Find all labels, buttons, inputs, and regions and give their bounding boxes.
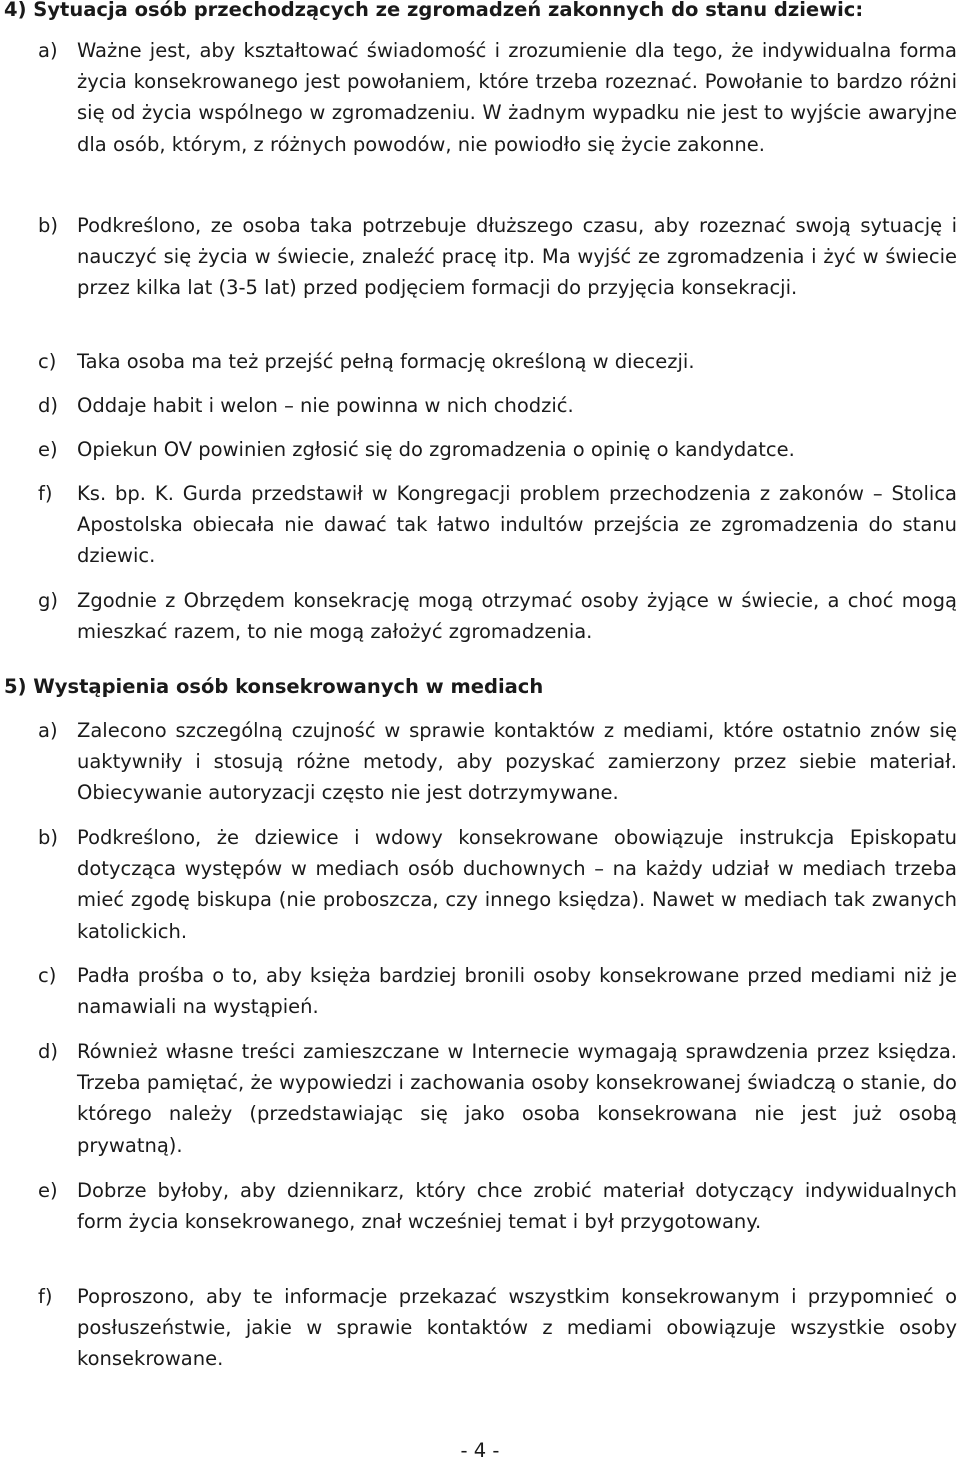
item-text: Padła prośba o to, aby księża bardziej bronili osoby konsekrowane przed mediami niż je namawiali na wystąpień. bbox=[77, 964, 957, 1019]
item-text: Poproszono, aby te informacje przekazać wszystkim konsekrowanym i przypomnieć o posłuszeństwie, jakie w sprawie kontaktów z mediami obowiązuje wszystkie osoby konsekrowane. bbox=[77, 1285, 957, 1371]
item-marker: b) bbox=[38, 826, 58, 849]
item-text: Zgodnie z Obrzędem konsekrację mogą otrzymać osoby żyjące w świecie, a choć mogą mieszkać razem, to nie mogą założyć zgromadzenia. bbox=[77, 589, 957, 644]
item-text: Ważne jest, aby kształtować świadomość i zrozumienie dla tego, że indywidualna forma życia konsekrowanego jest powołaniem, które trzeba rozeznać. Powołanie to bardzo różni się od życia wspólnego w zgromadzeniu. W żadnym wypadku nie jest to wyjście awaryjne dla osób, którym, z różnych powodów, nie powiodło się życie zakonne. bbox=[77, 39, 957, 156]
item-text: Dobrze byłoby, aby dziennikarz, który chce zrobić materiał dotyczący indywidualnych form życia konsekrowanego, znał wcześniej temat i był przygotowany. bbox=[77, 1179, 957, 1234]
item-marker: f) bbox=[38, 482, 53, 505]
item-text: Opiekun OV powinien zgłosić się do zgromadzenia o opinię o kandydatce. bbox=[77, 438, 795, 461]
item-marker: a) bbox=[38, 719, 58, 742]
item-marker: a) bbox=[38, 39, 58, 62]
item-marker: c) bbox=[38, 964, 57, 987]
item-marker: c) bbox=[38, 350, 57, 373]
item-text: Taka osoba ma też przejść pełną formację określoną w diecezji. bbox=[77, 350, 695, 373]
item-text: Ks. bp. K. Gurda przedstawił w Kongregacji problem przechodzenia z zakonów – Stolica Apostolska obiecała nie dawać tak łatwo indultów przejścia ze zgromadzenia do stanu dziewic. bbox=[77, 482, 957, 568]
item-text: Podkreślono, ze osoba taka potrzebuje dłuższego czasu, aby rozeznać swoją sytuację i nauczyć się życia w świecie, znaleźć pracę itp. Ma wyjść ze zgromadzenia i żyć w świecie przez kilka lat (3-5 lat) przed podjęciem formacji do przyjęcia konsekracji. bbox=[77, 214, 957, 300]
item-marker: e) bbox=[38, 438, 58, 461]
item-marker: e) bbox=[38, 1179, 58, 1202]
page-number: - 4 - bbox=[460, 1439, 500, 1462]
item-text: Podkreślono, że dziewice i wdowy konsekrowane obowiązuje instrukcja Episkopatu dotycząca występów w mediach osób duchownych – na każdy udział w mediach trzeba mieć zgodę biskupa (nie proboszcza, czy innego księdza). Nawet w mediach tak zwanych katolickich. bbox=[77, 826, 957, 943]
item-marker: d) bbox=[38, 1040, 58, 1063]
item-text: Zalecono szczególną czujność w sprawie kontaktów z mediami, które ostatnio znów się uaktywniły i stosują różne metody, aby pozyskać zamierzony przez siebie materiał. Obiecywanie autoryzacji często nie jest dotrzymywane. bbox=[77, 719, 957, 805]
item-marker: f) bbox=[38, 1285, 53, 1308]
item-marker: g) bbox=[38, 589, 58, 612]
item-text: Oddaje habit i welon – nie powinna w nich chodzić. bbox=[77, 394, 574, 417]
item-marker: b) bbox=[38, 214, 58, 237]
item-marker: d) bbox=[38, 394, 58, 417]
section-5-heading: 5) Wystąpienia osób konsekrowanych w mediach bbox=[4, 675, 544, 698]
section-4-heading: 4) Sytuacja osób przechodzących ze zgromadzeń zakonnych do stanu dziewic: bbox=[4, 0, 864, 21]
item-text: Również własne treści zamieszczane w Internecie wymagają sprawdzenia przez księdza. Trzeba pamiętać, że wypowiedzi i zachowania osoby konsekrowanej świadczą o stanie, do którego należy (przedstawiając się jako osoba konsekrowana nie jest już osobą prywatną). bbox=[77, 1040, 957, 1157]
